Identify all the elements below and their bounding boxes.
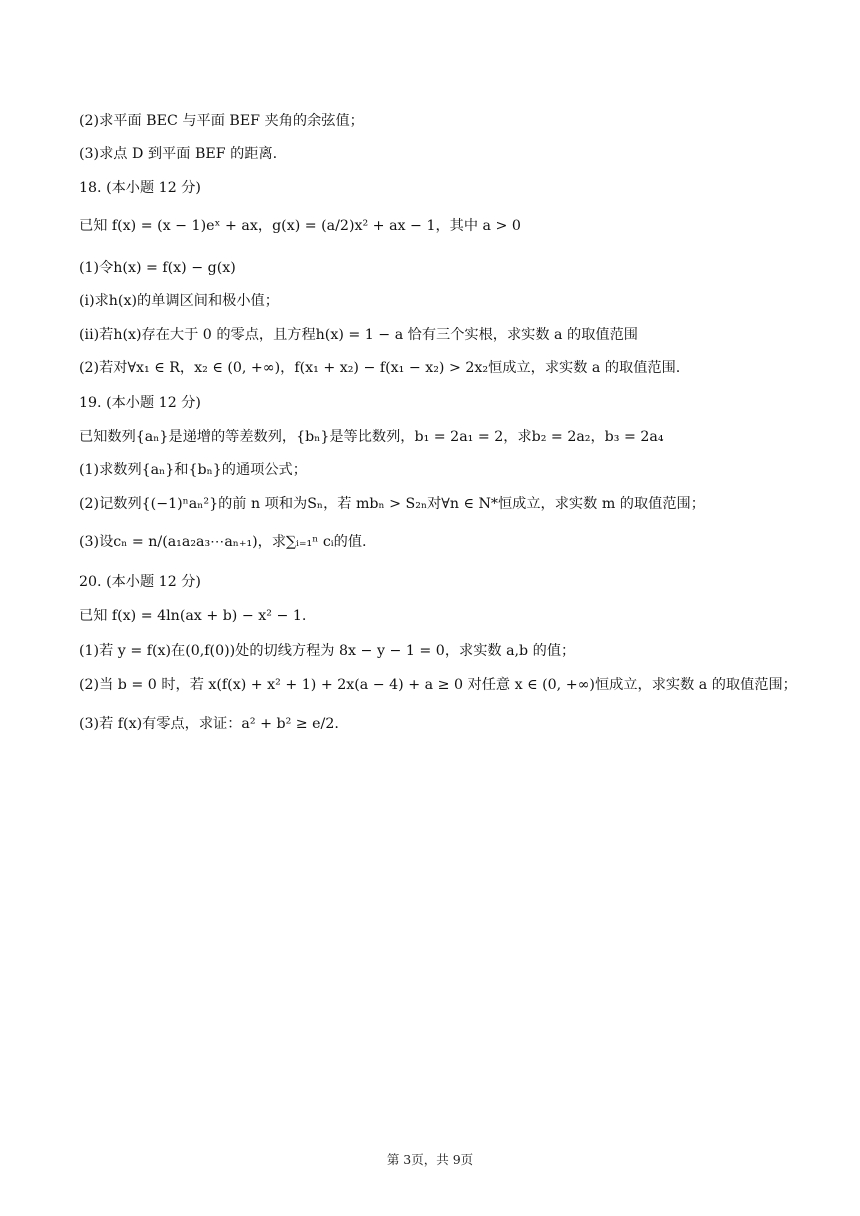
- question-18-part-1-i: (i)求h(x)的单调区间和极小值；: [79, 293, 279, 309]
- question-20-part-1: (1)若 y = f(x)在(0,f(0))处的切线方程为 8x − y − 1 = 0，求实数 a,b 的值；: [79, 643, 576, 659]
- question-18-part-2: (2)若对∀x₁ ∈ R，x₂ ∈ (0, +∞)，f(x₁ + x₂) − f(x₁ − x₂) > 2x₂恒成立，求实数 a 的取值范围.: [79, 360, 681, 376]
- question-20-part-3: (3)若 f(x)有零点，求证：a² + b² ≥ e/2.: [79, 716, 339, 732]
- question-17-part-3: (3)求点 D 到平面 BEF 的距离.: [79, 146, 278, 162]
- question-18-part-1: (1)令h(x) = f(x) − g(x): [79, 260, 236, 276]
- question-18-stem: 已知 f(x) = (x − 1)eˣ + ax，g(x) = (a/2)x² + ax − 1，其中 a > 0: [79, 218, 521, 234]
- question-18-heading: 18. (本小题 12 分): [79, 180, 201, 196]
- question-17-part-2: (2)求平面 BEC 与平面 BEF 夹角的余弦值；: [79, 113, 364, 129]
- question-19-heading: 19. (本小题 12 分): [79, 395, 201, 411]
- question-20-stem: 已知 f(x) = 4ln(ax + b) − x² − 1.: [79, 608, 307, 624]
- question-20-heading: 20. (本小题 12 分): [79, 574, 201, 590]
- question-18-part-1-ii: (ii)若h(x)存在大于 0 的零点，且方程h(x) = 1 − a 恰有三个实根，求实数 a 的取值范围: [79, 327, 638, 343]
- question-19-stem: 已知数列{aₙ}是递增的等差数列，{bₙ}是等比数列，b₁ = 2a₁ = 2，求b₂ = 2a₂，b₃ = 2a₄: [79, 429, 664, 445]
- question-19-part-1: (1)求数列{aₙ}和{bₙ}的通项公式；: [79, 462, 307, 478]
- question-19-part-3: (3)设cₙ = n/(a₁a₂a₃⋯aₙ₊₁)，求∑ᵢ₌₁ⁿ cᵢ的值.: [79, 534, 367, 550]
- question-19-part-2: (2)记数列{(−1)ⁿaₙ²}的前 n 项和为Sₙ，若 mbₙ > S₂ₙ对∀n ∈ N*恒成立，求实数 m 的取值范围；: [79, 496, 705, 512]
- page-footer: 第 3页，共 9页: [386, 1152, 474, 1167]
- question-20-part-2: (2)当 b = 0 时，若 x(f(x) + x² + 1) + 2x(a − 4) + a ≥ 0 对任意 x ∈ (0, +∞)恒成立，求实数 a 的取值范围；: [79, 677, 797, 693]
